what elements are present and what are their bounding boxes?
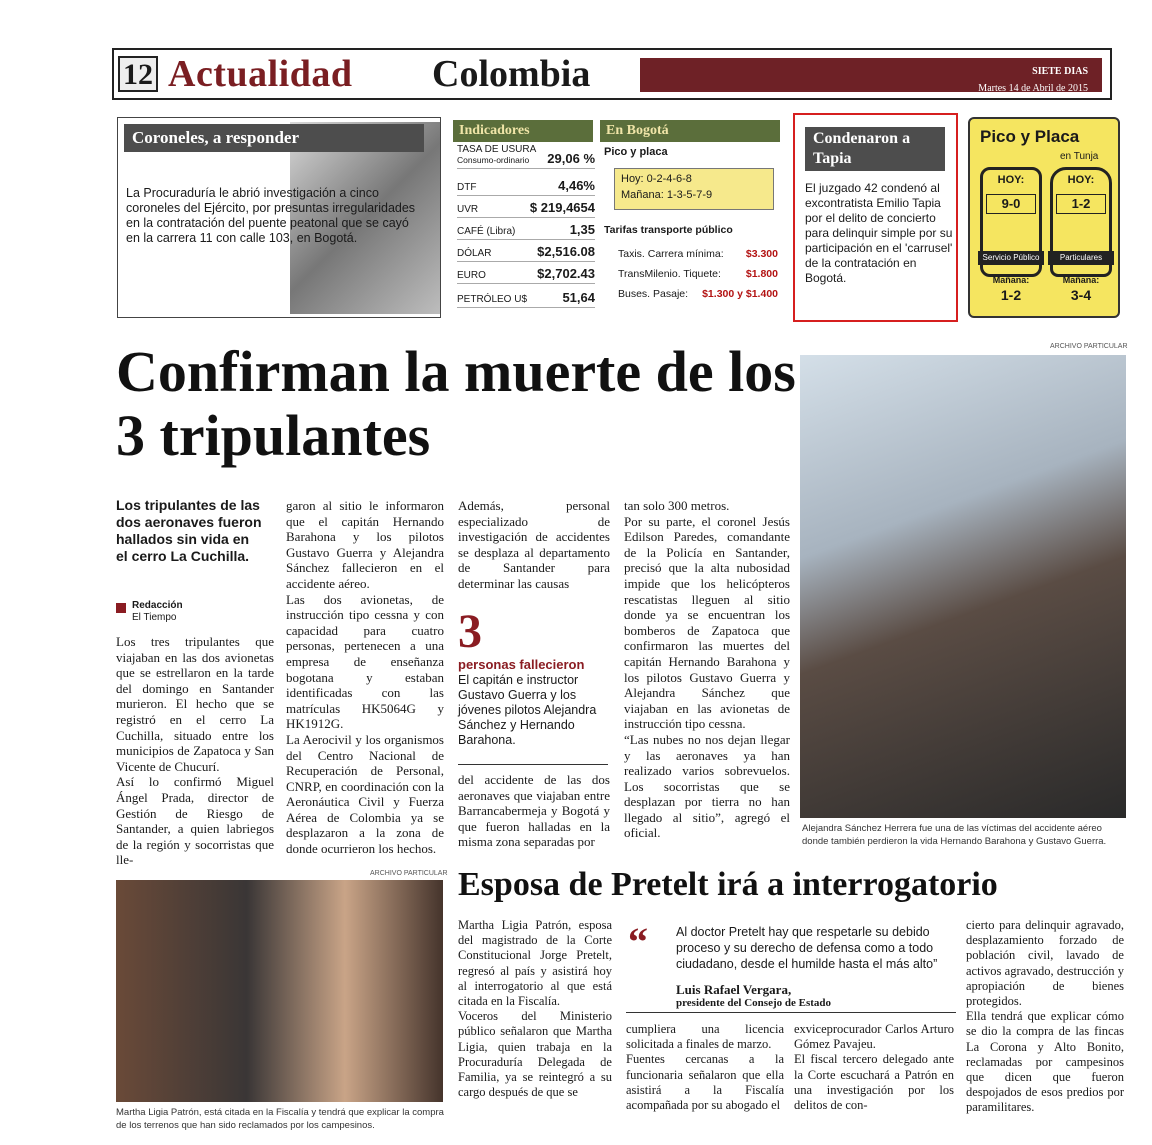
couple-photo [116, 880, 443, 1102]
article-column: exviceprocurador Carlos Arturo Gómez Pavajeu. El fiscal tercero delegado ante la Corte escuchará a Patrón en una investigación por los delitos de con- [794, 1022, 954, 1113]
quote-icon: “ [628, 919, 648, 964]
fare-value: $3.300 [745, 248, 778, 260]
quote-author: Luis Rafael Vergara, [676, 982, 792, 997]
indicator-label: TASA DE USURA [457, 144, 537, 155]
fares-title: Tarifas transporte público [604, 224, 733, 236]
byline: Redacción [132, 600, 183, 611]
pilot-photo [800, 355, 1126, 818]
fare-label: Buses. Pasaje: [618, 288, 689, 300]
brief-coroneles [117, 117, 441, 318]
bogota-title: En Bogotá [600, 120, 780, 142]
indicator-value: 4,46% [558, 178, 595, 193]
photo-credit: ARCHIVO PARTICULAR [1050, 343, 1128, 350]
page-number: 12 [118, 56, 158, 92]
indicator-label: DÓLAR [457, 248, 492, 259]
divider [626, 1012, 956, 1013]
divider [458, 764, 608, 765]
fact-label: personas fallecieron [458, 657, 585, 672]
category-label: Particulares [1048, 251, 1114, 265]
indicators-title: Indicadores [453, 120, 593, 142]
tomorrow-label: Mañana: [1062, 275, 1100, 285]
article-column: del accidente de las dos aeronaves que viajaban entre Barrancabermeja y Bogotá y que fueron halladas en la misma zona separadas por [458, 772, 610, 850]
article-column: Los tres tripulantes que viajaban en las dos avionetas que se estrellaron en la tarde del domingo en Santander murieron. El hecho que se registró en el cerro La Cuchilla, situado entre los municipios de Zapatoca y San Vicente de Chucurí. Así lo confirmó Miguel Ángel Prada, director de Gestión de Riesgo de Santander, a quien labriegos de la región y socorristas que lle- [116, 634, 274, 868]
article-column: Además, personal especializado de investigación de accidentes se desplaza al departamento de Santander para determinar las causas [458, 498, 610, 591]
tomorrow-plate: 1-2 [1000, 287, 1022, 303]
indicator-row [457, 266, 595, 284]
indicator-value: $2,516.08 [537, 244, 595, 259]
section-title: Actualidad [168, 53, 353, 95]
indicator-row [457, 290, 595, 308]
issue-date: Martes 14 de Abril de 2015 [978, 83, 1088, 94]
byline-marker [116, 603, 126, 613]
fare-value: $1.300 y $1.400 [702, 288, 778, 300]
fare-label: Taxis. Carrera mínima: [618, 248, 724, 260]
indicator-row [457, 144, 595, 169]
fare-row [618, 248, 778, 260]
brief-body: La Procuraduría le abrió investigación a cinco coroneles del Ejército, por presuntas irregularidades en la contratación del puente peatonal que se cayó en la carrera 11 con calle 103, en Bogotá. [126, 186, 416, 245]
brief-condenaron [793, 113, 958, 322]
bogota-box [600, 120, 780, 320]
fare-row [618, 288, 778, 300]
today-label: HOY: [997, 174, 1025, 186]
indicator-label: UVR [457, 204, 479, 215]
photo-caption: Martha Ligia Patrón, está citada en la Fiscalía y tendrá que explicar la compra de los terrenos que han sido reclamados por los campesinos. [116, 1107, 444, 1131]
publication-name: SIETE DIAS [1032, 66, 1088, 77]
article-deck: Los tripulantes de las dos aeronaves fueron hallados sin vida en el cerro La Cuchilla. [116, 497, 262, 564]
today-plate: 1-2 [1056, 194, 1106, 214]
section-subtitle: Colombia [432, 53, 591, 95]
tomorrow-label: Mañana: [992, 275, 1030, 285]
fare-value: $1.800 [745, 268, 778, 280]
pyp-tomorrow: Mañana: 1-3-5-7-9 [621, 189, 713, 201]
indicator-row [457, 222, 595, 240]
fact-text: El capitán e instructor Gustavo Guerra y los jóvenes pilotos Alejandra Sánchez y Hernando Barahona. [458, 673, 597, 747]
tunja-title: Pico y Placa [980, 127, 1080, 146]
brief-title: Coroneles, a responder [124, 124, 424, 152]
tomorrow-plate: 3-4 [1070, 287, 1092, 303]
photo-credit: ARCHIVO PARTICULAR [370, 870, 448, 877]
pull-quote: Al doctor Pretelt hay que respetarle su debido proceso y su derecho de defensa como a todo ciudadano, desde el humilde hasta el más alto” [676, 925, 938, 971]
article-column: garon al sitio le informaron que el capitán Hernando Barahona y los pilotos Gustavo Guerra y Alejandra Sánchez fallecieron en el accidente aéreo. Las dos avionetas, de instrucción tipo cessna y con capacidad para cuatro personas, pertenecen a una empresa de enseñanza bogotana y estaban identificadas con las matrículas HK5064G y HK1912G. La Aerocivil y los organismos del Centro Nacional de Recuperación de Personal, CNRP, en coordinación con la Aeronáutica Civil y Fuerza Aérea de Colombia ya se desplazaron a la zona de donde ocurrieron los hechos. [286, 498, 444, 857]
fact-number: 3 [458, 605, 482, 658]
indicator-row [457, 244, 595, 262]
indicator-label: CAFÉ (Libra) [457, 226, 516, 237]
indicator-value: $ 219,4654 [529, 200, 595, 215]
brief-body: El juzgado 42 condenó al excontratista Emilio Tapia por el delito de concierto para delinquir simple por su participación en el 'carrusel' de la contratación en Bogotá. [805, 181, 953, 285]
pyp-label: Pico y placa [604, 146, 668, 158]
pico-y-placa-tunja [968, 117, 1120, 318]
indicator-value: 1,35 [569, 222, 595, 237]
category-label: Servicio Público [978, 251, 1044, 265]
indicators-box [453, 120, 595, 320]
today-label: HOY: [1067, 174, 1095, 186]
today-plate: 9-0 [986, 194, 1036, 214]
quote-role: presidente del Consejo de Estado [676, 997, 832, 1009]
indicator-value: 29,06 % [547, 151, 595, 166]
indicator-label: DTF [457, 182, 477, 193]
article-column: cierto para delinquir agravado, desplazamiento forzado de población civil, lavado de activos agravado, destrucción y apropiación de bienes protegidos. Ella tendrá que explicar cómo se dio la compra de las fincas La Corona y Alto Bonito, reclamadas por campesinos que dicen que fueron despojados de esos predios por paramilitares. [966, 918, 1124, 1115]
brief-title: Condenaron a Tapia [805, 127, 945, 171]
indicator-value: $2,702.43 [537, 266, 595, 281]
indicator-row [457, 178, 595, 196]
indicator-row [457, 200, 595, 218]
fare-label: TransMilenio. Tiquete: [618, 268, 721, 280]
fare-row [618, 268, 778, 280]
masthead [112, 48, 1112, 100]
pyp-plate [614, 168, 774, 210]
article-column: tan solo 300 metros. Por su parte, el coronel Jesús Edilson Paredes, comandante de la Policía en Santander, precisó que la alta nubosidad impide que los helicópteros rescatistas lleguen al sitio donde ya se encuentran los bomberos de Zapatoca que confirmaron las muertes del capitán Hernando Barahona y los pilotos Gustavo Guerra y Alejandra Sánchez que viajaban en las avionetas de instrucción tipo cessna. “Las nubes no nos dejan llegar y las aeronaves ya han realizado varios sobrevuelos. Los socorristas que se desplazan por tierra no han llegado al sitio”, agregó el oficial. [624, 498, 790, 841]
indicator-label: PETRÓLEO U$ [457, 294, 528, 305]
indicator-sublabel: Consumo-ordinario [457, 155, 530, 165]
article-column: Martha Ligia Patrón, esposa del magistrado de la Corte Constitucional Jorge Pretelt, regresó al país y asistirá hoy al interrogatorio al que está citada en la Fiscalía. Voceros del Ministerio público señalaron que Martha Ligia, quien trabaja en la Procuraduría Delegada de Familia, ya se reintegró a su cargo después de que se [458, 918, 612, 1100]
article-column: cumpliera una licencia solicitada a finales de marzo. Fuentes cercanas a la funcionaria señalaron que ella asistirá a la Fiscalía acompañada por su abogado el [626, 1022, 784, 1113]
tunja-subtitle: en Tunja [1060, 151, 1099, 162]
secondary-headline: Esposa de Pretelt irá a interrogatorio [458, 866, 998, 903]
indicator-label: EURO [457, 270, 486, 281]
pyp-today: Hoy: 0-2-4-6-8 [621, 173, 692, 185]
main-headline: Confirman la muerte de los 3 tripulantes [116, 339, 796, 468]
photo-caption: Alejandra Sánchez Herrera fue una de las víctimas del accidente aéreo donde también perdieron la vida Hernando Barahona y Gustavo Guerra. [802, 823, 1107, 847]
header-band [640, 58, 1102, 92]
indicator-value: 51,64 [562, 290, 595, 305]
byline-source: El Tiempo [132, 612, 177, 623]
